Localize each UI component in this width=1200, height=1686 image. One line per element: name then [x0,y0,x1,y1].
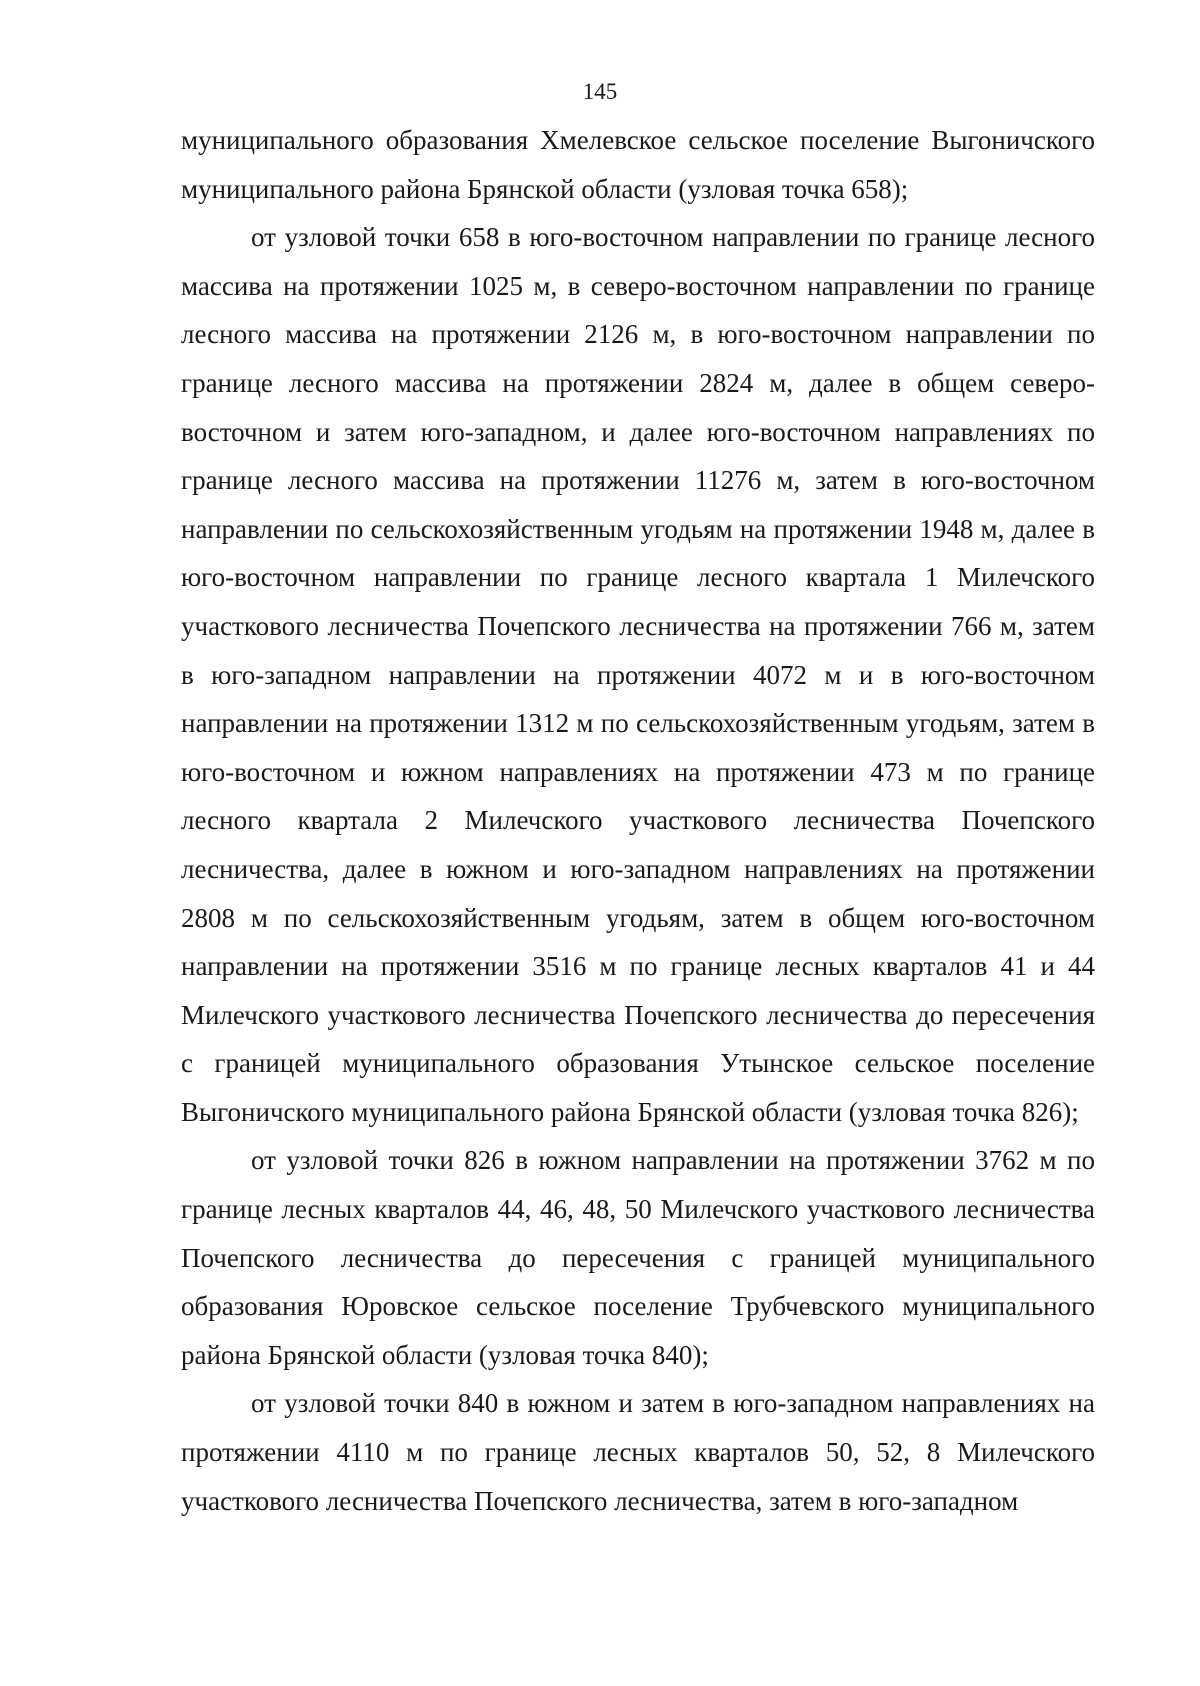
paragraph-node-840: от узловой точки 840 в южном и затем в юго-западном направлениях на протяжении 4110 м по границе лесных кварталов 50, 52, 8 Милечского участкового лесничества Почепского лесничества, затем в юго-западном [181,1388,1095,1516]
paragraph-node-658: от узловой точки 658 в юго-восточном направлении по границе лесного массива на протяжении 1025 м, в северо-восточном направлении по границе лесного массива на протяжении 2126 м, в юго-восточном направлении по границе лесного массива на протяжении 2824 м, далее в общем северо-восточном и затем юго-западном, и далее юго-восточном направлениях по границе лесного массива на протяжении 11276 м, затем в юго-восточном направлении по сельскохозяйственным угодьям на протяжении 1948 м, далее в юго-восточном направлении по границе лесного квартала 1 Милечского участкового лесничества Почепского лесничества на протяжении 766 м, затем в юго-западном направлении на протяжении 4072 м и в юго-восточном направлении на протяжении 1312 м по сельскохозяйственным угодьям, затем в юго-восточном и южном направлениях на протяжении 473 м по границе лесного квартала 2 Милечского участкового лесничества Почепского лесничества, далее в южном и юго-западном направлениях на протяжении 2808 м по сельскохозяйственным угодьям, затем в общем юго-восточном направлении на протяжении 3516 м по границе лесных кварталов 41 и 44 Милечского участкового лесничества Почепского лесничества до пересечения с границей муниципального образования Утынское сельское поселение Выгоничского муниципального района Брянской области (узловая точка 826); [181,222,1095,1127]
paragraph-node-826: от узловой точки 826 в южном направлении на протяжении 3762 м по границе лесных кварталов 44, 46, 48, 50 Милечского участкового лесничества Почепского лесничества до пересечения с границей муниципального образования Юровское сельское поселение Трубчевского муниципального района Брянской области (узловая точка 840); [181,1145,1095,1370]
document-body [181,116,1095,1525]
page-number: 145 [582,79,618,104]
paragraph-continuation: муниципального образования Хмелевское сельское поселение Выгоничского муниципального района Брянской области (узловая точка 658); [181,125,1095,204]
